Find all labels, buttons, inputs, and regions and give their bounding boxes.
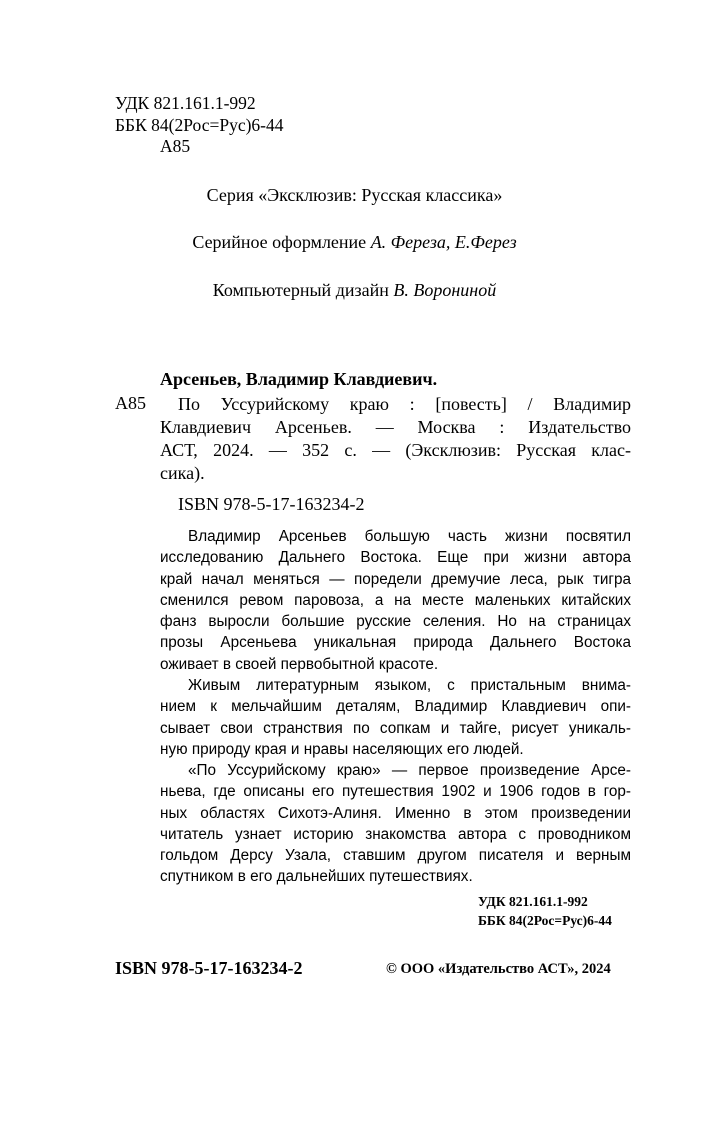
computer-design-names: В. Ворониной xyxy=(393,280,497,300)
annotation-line: Живым литературным языком, с пристальным внима- xyxy=(188,677,631,694)
copyright: © ООО «Издательство АСТ», 2024 xyxy=(386,961,611,977)
annotation-line: ную природу края и нравы населяющих его людей. xyxy=(160,740,524,758)
annotation-line: прозы Арсеньева уникальная природа Дальнего Востока xyxy=(160,634,631,652)
record-heading: Арсеньев, Владимир Клавдиевич. xyxy=(160,369,438,389)
annotation-line: Владимир Арсеньев большую часть жизни посвятил xyxy=(188,528,631,545)
annotation-line: исследованию Дальнего Востока. Еще при жизни автора xyxy=(160,549,631,567)
annotation-paragraph-3 xyxy=(160,760,631,888)
bottom-isbn: ISBN 978-5-17-163234-2 xyxy=(115,958,303,978)
author-mark: А85 xyxy=(160,136,191,156)
annotation-line: ньева, где описаны его путешествия 1902 и 1906 годов в гор- xyxy=(160,783,631,801)
annotation-line: сывает свои странствия по сопкам и тайге, рисует уникаль- xyxy=(160,719,631,737)
computer-design-credit xyxy=(0,280,709,301)
annotation-line: гольдом Дерсу Узала, ставшим другом писателя и верным xyxy=(160,847,631,865)
design-credit xyxy=(0,232,709,253)
record-mark: А85 xyxy=(115,393,146,413)
design-label: Серийное оформление xyxy=(192,232,367,252)
udk-code: УДК 821.161.1-992 xyxy=(115,93,256,113)
computer-design-label: Компьютерный дизайн xyxy=(212,280,389,300)
annotation-line: фанз выросли большие русские селения. Но на страницах xyxy=(160,613,631,631)
annotation-line: сменился ревом паровоза, а на месте маленьких китайских xyxy=(160,591,631,609)
record-line-4: сика). xyxy=(160,463,205,483)
record-line-3: АСТ, 2024. — 352 с. — (Эксклюзив: Русская клас- xyxy=(160,440,631,460)
record-line-1: По Уссурийскому краю : [повесть] / Владимир xyxy=(178,394,631,414)
record-line-2: Клавдиевич Арсеньев. — Москва : Издательство xyxy=(160,417,631,437)
annotation-paragraph-2 xyxy=(160,675,631,760)
annotation-line: ных областях Сихотэ-Алиня. Именно в этом произведении xyxy=(160,804,631,822)
series-title: Серия «Эксклюзив: Русская классика» xyxy=(206,185,503,205)
footer-bbk: ББК 84(2Рос=Рус)6-44 xyxy=(478,913,612,928)
annotation-line: край начал меняться — поредели дремучие леса, рык тигра xyxy=(160,570,631,588)
record-isbn: ISBN 978-5-17-163234-2 xyxy=(178,494,365,514)
annotation-paragraph-1 xyxy=(160,526,631,675)
annotation-line: «По Уссурийскому краю» — первое произведение Арсе- xyxy=(188,762,631,779)
annotation-line: спутником в его дальнейших путешествиях. xyxy=(160,868,473,886)
design-names: А. Фереза, Е.Ферез xyxy=(370,232,517,252)
footer-udk: УДК 821.161.1-992 xyxy=(478,894,588,909)
annotation-line: читатель узнает историю знакомства автора с проводником xyxy=(160,825,631,843)
annotation-line: оживает в своей первобытной красоте. xyxy=(160,655,439,673)
bbk-code: ББК 84(2Рос=Рус)6-44 xyxy=(115,115,284,135)
annotation-line: нием к мельчайшим деталям, Владимир Клавдиевич опи- xyxy=(160,698,631,716)
